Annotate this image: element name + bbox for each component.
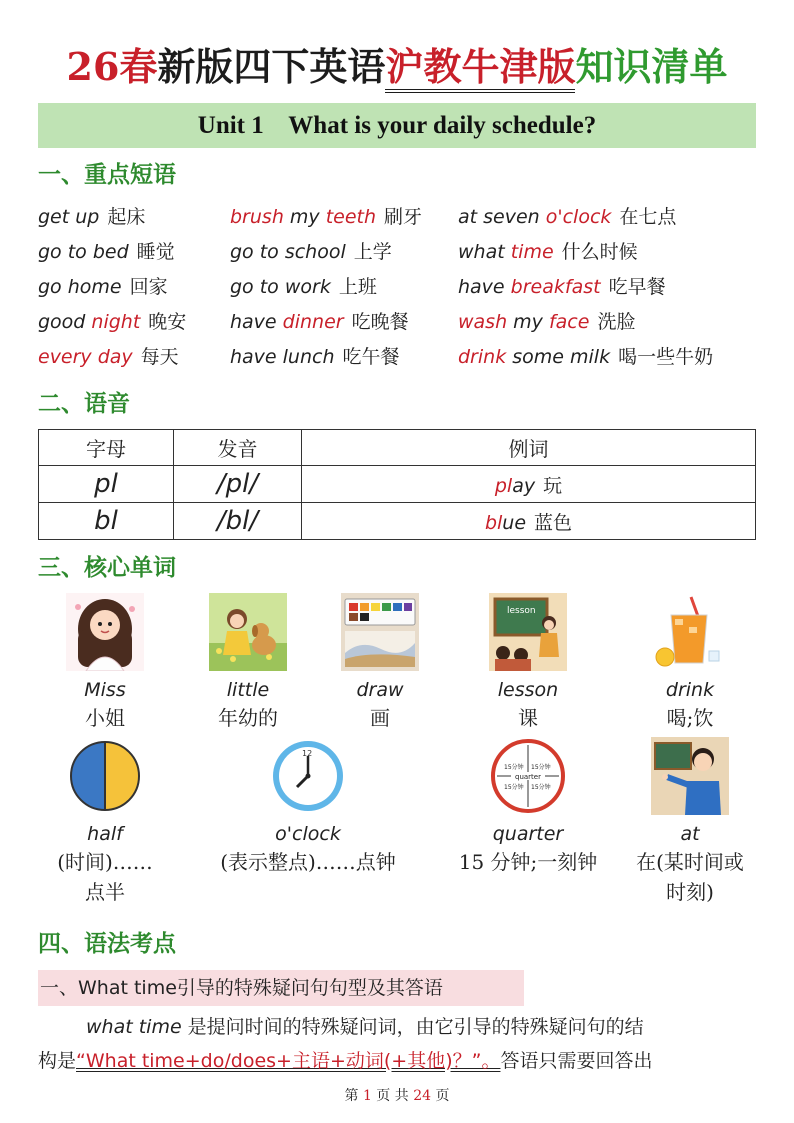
example-rest: ue xyxy=(502,511,527,534)
quarter-center-label: quarter xyxy=(515,773,541,781)
phrase-word: my xyxy=(283,206,326,228)
phrase-word: have xyxy=(458,276,511,298)
page-total: 24 xyxy=(413,1088,432,1104)
letters-cell: pl xyxy=(39,466,174,503)
phrase-item xyxy=(230,309,409,335)
phrase-en xyxy=(458,311,589,333)
word-card-oclock xyxy=(200,737,416,877)
phrase-en xyxy=(38,241,129,263)
phrase-keyword: every day xyxy=(38,346,133,368)
phrase-zh: 吃早餐 xyxy=(608,276,666,298)
quarter-label: 15分钟 xyxy=(531,764,551,771)
footer-text: 页 xyxy=(431,1088,450,1104)
word-zh-line1: (时间)…… xyxy=(57,850,153,874)
phrase-en xyxy=(230,311,344,333)
title-part-year: 26春 xyxy=(66,44,158,89)
phrase-zh: 吃午餐 xyxy=(342,346,400,368)
boy-pointing-picture xyxy=(651,737,729,815)
phrase-keyword: night xyxy=(91,311,141,333)
quarter-clock-picture xyxy=(489,737,567,815)
phonics-table xyxy=(38,429,756,540)
phrase-en xyxy=(230,346,335,368)
word-card-half xyxy=(40,737,170,907)
word-zh: 画 xyxy=(370,706,390,730)
example-cell xyxy=(302,466,756,503)
word-card-at xyxy=(626,737,754,907)
header-letters: 字母 xyxy=(39,430,174,466)
classroom-lesson-picture xyxy=(489,593,567,671)
word-en: little xyxy=(226,679,270,701)
phrase-word: go to bed xyxy=(38,241,129,263)
word-en: draw xyxy=(356,679,404,701)
phrase-zh: 起床 xyxy=(107,206,146,228)
grammar-paragraph-line1 xyxy=(38,1010,758,1044)
phrase-item xyxy=(458,344,713,370)
word-card-draw xyxy=(330,593,430,733)
phrase-zh: 喝一些牛奶 xyxy=(618,346,714,368)
example-meaning: 玩 xyxy=(543,474,563,497)
phrase-item xyxy=(38,204,145,230)
phrase-keyword: teeth xyxy=(325,206,377,228)
phrase-en xyxy=(230,276,331,298)
grammar-pattern: “What time+do/does+主语+动词(+其他)？”。 xyxy=(76,1050,501,1072)
paint-palette-picture xyxy=(341,593,419,671)
word-en: Miss xyxy=(84,679,126,701)
phrase-zh: 上学 xyxy=(353,241,392,263)
phrase-keyword: face xyxy=(548,311,590,333)
table-row xyxy=(39,466,756,503)
phrase-en xyxy=(458,276,601,298)
phrase-keyword: time xyxy=(510,241,554,263)
phrase-zh: 睡觉 xyxy=(136,241,175,263)
phrase-keyword: breakfast xyxy=(510,276,601,298)
quarter-label: 15分钟 xyxy=(504,784,524,791)
phrase-word: have lunch xyxy=(230,346,335,368)
title-part-list: 知识清单 xyxy=(575,44,728,89)
little-girl-dog-picture xyxy=(209,593,287,671)
phrase-item xyxy=(38,344,179,370)
phrase-word: good xyxy=(38,311,92,333)
grammar-text: 是提问时间的特殊疑问词，由它引导的特殊疑问句的结 xyxy=(181,1016,644,1038)
phrase-en xyxy=(230,241,346,263)
phrase-word: get up xyxy=(38,206,100,228)
page-number: 1 xyxy=(362,1088,372,1104)
title-part-grade: 新版四下英语 xyxy=(157,44,386,89)
phrase-item xyxy=(38,239,175,265)
clock-icon xyxy=(269,737,347,815)
word-card-quarter xyxy=(448,737,608,877)
footer-text: 页 共 xyxy=(371,1088,414,1104)
phrase-item xyxy=(458,274,666,300)
sound-cell: /pl/ xyxy=(174,466,302,503)
word-zh: 小姐 xyxy=(85,706,125,730)
phrase-zh: 上班 xyxy=(338,276,377,298)
phrase-word: go to school xyxy=(230,241,346,263)
unit-title: Unit 1 What is your daily schedule? xyxy=(38,103,756,148)
word-en: drink xyxy=(665,679,715,701)
phrase-item xyxy=(230,239,392,265)
phrase-zh: 晚安 xyxy=(148,311,187,333)
phrase-keyword: brush xyxy=(230,206,284,228)
word-en: o'clock xyxy=(275,823,341,845)
phrase-en xyxy=(38,346,133,368)
phrase-word: what xyxy=(458,241,511,263)
word-en: quarter xyxy=(492,823,564,845)
phrase-keyword: dinner xyxy=(282,311,344,333)
quarter-label: 15分钟 xyxy=(531,784,551,791)
phrase-keyword: wash xyxy=(458,311,508,333)
half-circle-picture xyxy=(66,737,144,815)
letters-cell: bl xyxy=(39,503,174,540)
word-zh: (表示整点)……点钟 xyxy=(220,850,396,874)
word-card-miss xyxy=(55,593,155,733)
example-cell xyxy=(302,503,756,540)
table-row xyxy=(39,503,756,540)
word-zh: 年幼的 xyxy=(218,706,278,730)
clock-numeral: 12 xyxy=(302,749,313,758)
phrase-item xyxy=(458,204,676,230)
word-en: half xyxy=(87,823,123,845)
example-highlight: bl xyxy=(484,511,503,534)
grammar-keyword: what time xyxy=(86,1016,182,1038)
word-zh-line1: 在(某时间或 xyxy=(636,850,744,874)
word-zh: 15 分钟;一刻钟 xyxy=(458,850,598,874)
header-example: 例词 xyxy=(302,430,756,466)
phrase-item xyxy=(230,344,400,370)
word-zh-line2: 时刻) xyxy=(666,880,714,904)
girl-picture xyxy=(66,593,144,671)
phrase-item xyxy=(458,309,635,335)
phrase-item xyxy=(458,239,638,265)
phrase-zh: 吃晚餐 xyxy=(351,311,409,333)
example-meaning: 蓝色 xyxy=(534,511,573,534)
word-zh: 课 xyxy=(518,706,538,730)
section-heading-phonics: 二、语音 xyxy=(38,390,130,417)
phrase-word: my xyxy=(507,311,549,333)
phrase-word: at seven xyxy=(458,206,546,228)
grammar-subtitle: 一、What time引导的特殊疑问句句型及其答语 xyxy=(38,970,524,1006)
phrase-word: have xyxy=(230,311,283,333)
word-card-little xyxy=(198,593,298,733)
page-title xyxy=(0,42,794,92)
word-card-lesson xyxy=(478,593,578,733)
sound-cell: /bl/ xyxy=(174,503,302,540)
word-zh-line2: 点半 xyxy=(85,880,125,904)
page-footer xyxy=(0,1085,794,1105)
board-text: lesson xyxy=(507,606,536,616)
phrase-en xyxy=(458,241,554,263)
footer-text: 第 xyxy=(344,1088,363,1104)
phrase-keyword: o'clock xyxy=(545,206,612,228)
word-zh: 喝;饮 xyxy=(666,706,714,730)
word-en: lesson xyxy=(497,679,559,701)
phrase-word: some milk xyxy=(506,346,611,368)
grammar-text: 答语只需要回答出 xyxy=(500,1050,653,1072)
section-heading-grammar: 四、语法考点 xyxy=(38,930,176,957)
quarter-label: 15分钟 xyxy=(504,764,524,771)
phrase-en xyxy=(230,206,376,228)
example-highlight: pl xyxy=(494,474,513,497)
phrase-item xyxy=(230,274,377,300)
example-rest: ay xyxy=(512,474,536,497)
phrase-en xyxy=(458,206,611,228)
phrase-zh: 每天 xyxy=(140,346,179,368)
header-sound: 发音 xyxy=(174,430,302,466)
orange-drink-picture xyxy=(651,593,729,671)
phrase-en xyxy=(38,206,99,228)
phrase-item xyxy=(38,309,186,335)
grammar-paragraph-line2 xyxy=(38,1044,758,1078)
phrase-en xyxy=(458,346,610,368)
phonics-header-row xyxy=(39,430,756,466)
grammar-text: 构是 xyxy=(38,1050,77,1072)
phrase-keyword: drink xyxy=(458,346,507,368)
phrase-zh: 洗脸 xyxy=(597,311,636,333)
phrase-item xyxy=(38,274,168,300)
phrase-zh: 刷牙 xyxy=(384,206,423,228)
section-heading-words: 三、核心单词 xyxy=(38,554,176,581)
phrase-item xyxy=(230,204,422,230)
phrase-word: go to work xyxy=(230,276,331,298)
phrase-en xyxy=(38,276,122,298)
phrase-zh: 回家 xyxy=(129,276,168,298)
phrase-word: go home xyxy=(38,276,122,298)
title-part-edition: 沪教牛津版 xyxy=(385,44,575,93)
phrase-zh: 在七点 xyxy=(619,206,677,228)
phrase-en xyxy=(38,311,140,333)
phrase-zh: 什么时候 xyxy=(561,241,638,263)
word-en: at xyxy=(680,823,700,845)
word-card-drink xyxy=(640,593,740,733)
section-heading-phrases: 一、重点短语 xyxy=(38,161,176,188)
